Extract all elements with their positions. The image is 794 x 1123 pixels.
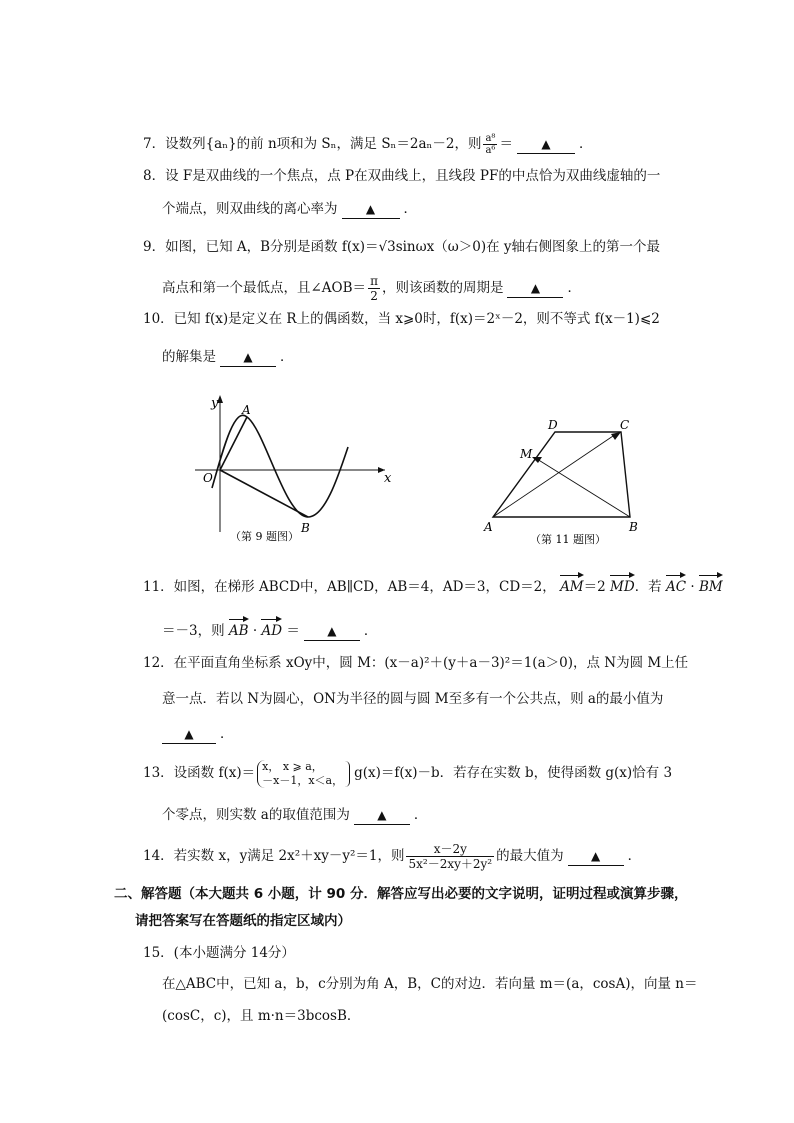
q8-line2-text: 个端点，则双曲线的离心率为 (162, 201, 338, 217)
q10-answer-blank[interactable] (220, 348, 276, 367)
q11-answer-blank[interactable] (304, 622, 360, 641)
fig9-label-x: x (384, 471, 392, 486)
q9-line2: 高点和第一个最低点，且∠AOB＝ $\frac{\pi}{2}$ ，则该函数的周期是 ▲ ． (162, 274, 581, 303)
q14-text-a: 14．若实数 x，y满足 2x²＋xy－y²＝1，则 (143, 848, 405, 864)
q11-vector-ac: AC (666, 573, 686, 597)
q8-line2: 个端点，则双曲线的离心率为 ▲ ． (162, 201, 417, 217)
q13-answer-blank[interactable] (354, 806, 410, 825)
q11-line2-a: ＝－3，则 (162, 623, 225, 639)
fig11-arrow-ac-icon (611, 432, 621, 440)
q10-line1: 10．已知 f(x)是定义在 R上的偶函数，当 x⩾0时，f(x)＝2ˣ－2，则不等式 f(x－1)⩽2 (143, 311, 660, 327)
q11-line2: ＝－3，则 AB · AD ＝ ▲ ． (162, 617, 377, 641)
q14-frac-num: x－2y (406, 842, 494, 857)
fig11-caption: （第 11 题图） (530, 533, 606, 546)
q14-answer-blank[interactable] (568, 847, 624, 866)
q10-line2: 的解集是 ▲ ． (162, 349, 294, 365)
q11-line2-b: ＝ (286, 623, 300, 639)
section-2-heading: 二、解答题（本大题共 6 小题，计 90 分．解答应写出必要的文字说明，证明过程或演算步骤， (114, 886, 688, 902)
q7-text: 7．设数列{aₙ}的前 n项和为 Sₙ，满足 Sₙ＝2aₙ－2，则 (143, 136, 482, 152)
q12-line1: 12．在平面直角坐标系 xOy中，圆 M：(x－a)²＋(y＋a－3)²＝1(a＞0)，点 N为圆 M上任 (143, 655, 689, 671)
fig11-label-m: M (520, 447, 533, 461)
q14-fraction (406, 842, 494, 871)
answer-mark-icon: ▲ (365, 202, 376, 216)
fig11-label-b: B (629, 520, 638, 534)
q7-frac-den: a⁶ (485, 145, 496, 156)
answer-mark-icon: ▲ (530, 281, 541, 295)
fig9-segment-ob (220, 470, 308, 517)
fig11-label-d: D (548, 418, 558, 432)
q13-case1: x， x ⩾ a， (262, 759, 323, 773)
fig11-vector-bm (537, 459, 630, 517)
q13-line2-text: 个零点，则实数 a的取值范围为 (162, 807, 350, 823)
q9-frac-den: 2 (370, 289, 378, 303)
question-7: 7．设数列{aₙ}的前 n项和为 Sₙ，满足 Sₙ＝2aₙ－2，则 $\frac{\text{a⁸}}{\text{a⁶}}$ ＝ ▲ ． (143, 133, 593, 156)
q11-mid1: ＝2 (583, 579, 606, 595)
q14-text-b: 的最大值为 (496, 848, 564, 864)
q11-dot: · (690, 579, 695, 595)
q12-line3: ▲ ． (162, 724, 234, 744)
answer-mark-icon: ▲ (541, 137, 551, 151)
fig11-label-c: C (620, 418, 630, 432)
fig9-label-o: O (203, 471, 213, 485)
q15-line2: (cosC，c)，且 m·n＝3bcosB． (162, 1008, 361, 1024)
section-2-heading-line2: 请把答案写在答题纸的指定区域内） (135, 913, 351, 929)
q13-brace-right (345, 761, 350, 787)
q11-dot-2: · (252, 623, 258, 639)
q12-line2: 意一点．若以 N为圆心，ON为半径的圆与圆 M至多有一个公共点，则 a的最小值为 (162, 691, 664, 707)
q9-line2-a: 高点和第一个最低点，且∠AOB＝ (162, 280, 367, 296)
q9-line1-b: √3sinωx（ω＞0)在 y轴右侧图象上的第一个最 (378, 239, 661, 255)
figure-11 (478, 412, 653, 552)
q12-answer-blank[interactable] (162, 725, 216, 744)
q15-line1: 在△ABC中，已知 a，b，c分别为角 A，B，C的对边．若向量 m＝(a，cosA)，向量 n＝ (162, 976, 698, 992)
q9-frac-num: π (370, 274, 378, 288)
q8-line1: 8．设 F是双曲线的一个焦点，点 P在双曲线上，且线段 PF的中点恰为双曲线虚轴的一 (143, 168, 661, 184)
q7-eq: ＝ (499, 136, 513, 152)
answer-mark-icon: ▲ (243, 350, 253, 364)
fig11-vector-ac (493, 434, 616, 517)
q9-line1-a: 9．如图，已知 A，B分别是函数 f(x)＝ (143, 239, 379, 255)
answer-mark-icon: ▲ (590, 849, 601, 863)
q8-answer-blank[interactable] (342, 200, 400, 219)
fig9-label-b: B (301, 521, 310, 535)
q9-line1 (143, 237, 660, 257)
q7-answer-blank[interactable] (517, 135, 575, 154)
q13-case2: －x－1，x＜a， (262, 773, 344, 787)
q11-vector-ad: AD (261, 617, 282, 641)
q11-line1-a: 11．如图，在梯形 ABCD中，AB∥CD，AB＝4，AD＝3，CD＝2， (143, 579, 556, 595)
fig9-caption: （第 9 题图） (230, 530, 299, 543)
fig9-label-y: y (211, 396, 219, 411)
answer-mark-icon: ▲ (184, 727, 194, 741)
figure-9 (190, 392, 405, 552)
answer-mark-icon: ▲ (377, 808, 387, 822)
q7-fraction (483, 133, 497, 156)
q9-line2-b: ，则该函数的周期是 (381, 280, 504, 296)
q10-line2-text: 的解集是 (162, 349, 216, 365)
q11-vector-md: MD (610, 573, 635, 597)
q13-line1 (143, 758, 672, 788)
q11-vector-am: AM (560, 573, 584, 597)
q13-line1-a: 13．设函数 f(x)＝ (143, 765, 256, 781)
q13-line2: 个零点，则实数 a的取值范围为 ▲ ． (162, 807, 428, 823)
q14-line: 14．若实数 x，y满足 2x²＋xy－y²＝1，则 $\frac{x-2y}{\text{5x²－2xy＋2y²}}$ 的最大值为 ▲ ． (143, 842, 642, 871)
q14-frac-den: 5x²－2xy＋2y² (408, 857, 493, 871)
q7-frac-num: a⁸ (485, 133, 496, 144)
q15-header: 15．(本小题满分 14分） (143, 945, 295, 961)
q11-vector-bm: BM (699, 573, 723, 597)
q11-vector-ab: AB (229, 617, 249, 641)
fig11-label-a: A (484, 520, 493, 534)
q11-line1 (143, 573, 723, 597)
q11-mid2: ．若 (634, 579, 662, 595)
q13-piecewise (257, 760, 343, 788)
q13-line1-b: g(x)＝f(x)－b．若存在实数 b，使得函数 g(x)恰有 3 (354, 765, 673, 781)
fig9-label-a: A (242, 403, 251, 417)
q9-fraction (368, 274, 380, 303)
answer-mark-icon: ▲ (327, 624, 337, 638)
q9-answer-blank[interactable] (507, 279, 563, 298)
